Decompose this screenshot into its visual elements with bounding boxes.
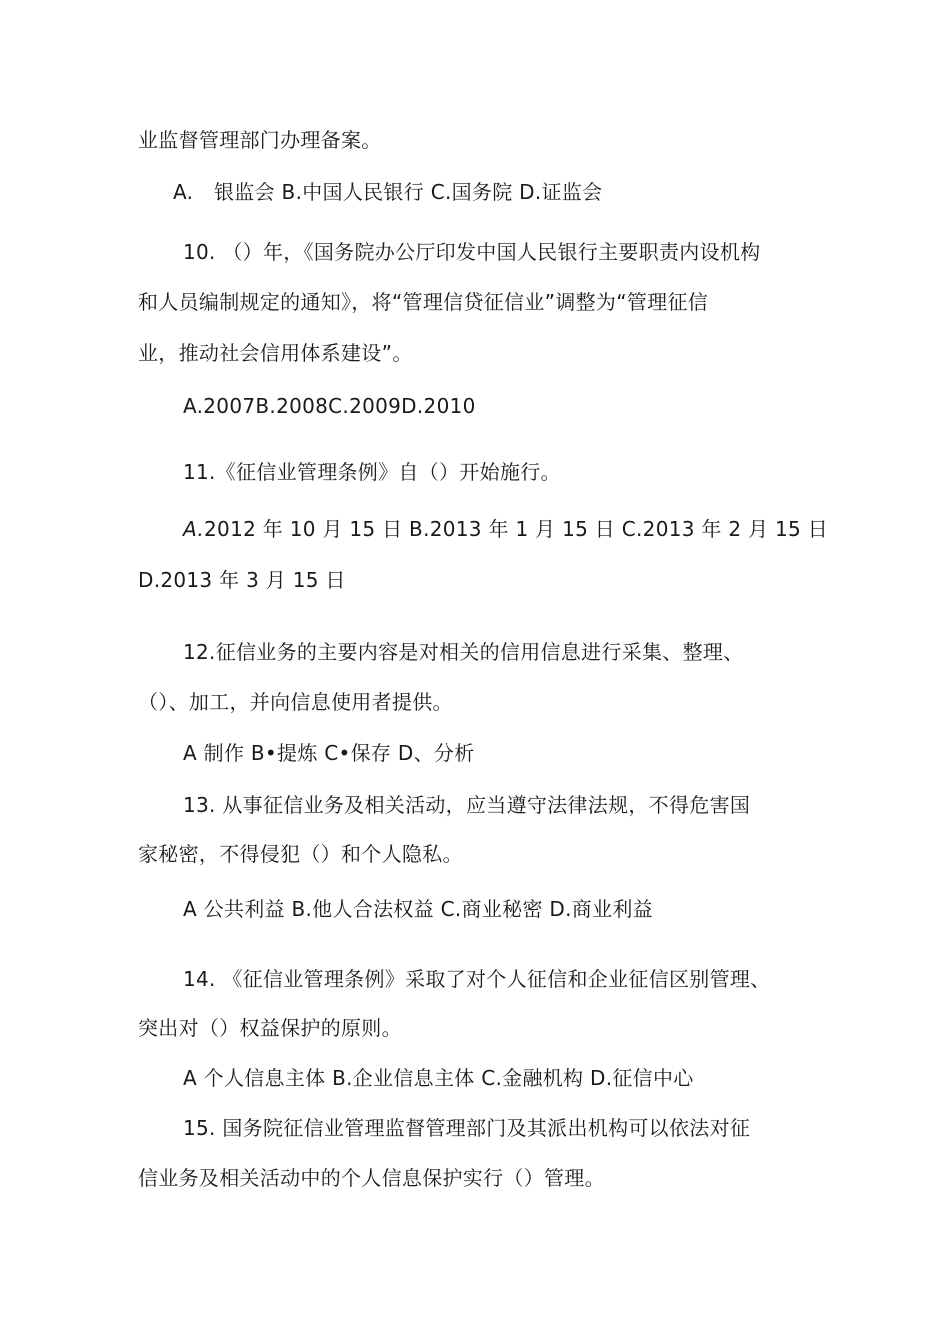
answer-options: A 公共利益 B.他人合法权益 C.商业秘密 D.商业利益 — [183, 897, 653, 921]
option-text: 2012 年 10 月 15 日 B.2013 年 1 月 15 日 C.2013 年 2 月 15 日 — [204, 517, 829, 541]
answer-options: 银监会 B.中国人民银行 C.国务院 D.证监会 — [214, 180, 603, 204]
text-line: 业，推动社会信用体系建设”。 — [138, 341, 413, 365]
text-line: 业监督管理部门办理备案。 — [138, 128, 382, 152]
answer-options: A.2007B.2008C.2009D.2010 — [183, 394, 476, 418]
text-line: （）、加工，并向信息使用者提供。 — [138, 690, 453, 714]
answer-options: A 制作 B•提炼 C•保存 D、分析 — [183, 741, 475, 765]
answer-options: A 个人信息主体 B.企业信息主体 C.金融机构 D.征信中心 — [183, 1066, 694, 1090]
question-12: 12.征信业务的主要内容是对相关的信用信息进行采集、整理、 — [183, 640, 744, 664]
answer-options — [183, 515, 829, 543]
text-line: 和人员编制规定的通知》，将“管理信贷征信业”调整为“管理征信 — [138, 290, 709, 314]
text-line: 突出对（）权益保护的原则。 — [138, 1016, 402, 1040]
question-15: 15. 国务院征信业管理监督管理部门及其派出机构可以依法对征 — [183, 1116, 751, 1140]
answer-options: D.2013 年 3 月 15 日 — [138, 568, 346, 592]
question-10: 10. （）年，《国务院办公厅印发中国人民银行主要职责内设机构 — [183, 240, 761, 264]
text-line: 家秘密，不得侵犯（）和个人隐私。 — [138, 842, 463, 866]
option-label: A. — [183, 517, 205, 541]
option-label: A. — [173, 180, 194, 204]
question-13: 13. 从事征信业务及相关活动，应当遵守法律法规，不得危害国 — [183, 793, 751, 817]
question-14: 14. 《征信业管理条例》采取了对个人征信和企业征信区别管理、 — [183, 967, 771, 991]
text-line: 信业务及相关活动中的个人信息保护实行（）管理。 — [138, 1166, 605, 1190]
question-11: 11.《征信业管理条例》自（）开始施行。 — [183, 460, 561, 484]
